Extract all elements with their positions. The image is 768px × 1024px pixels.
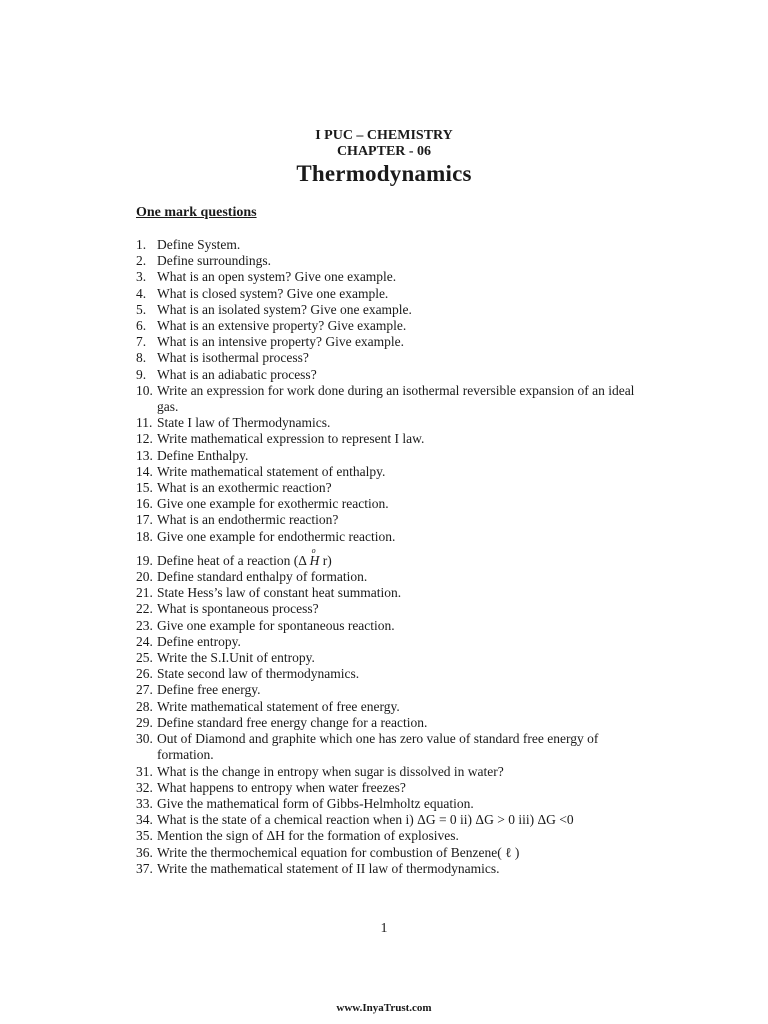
question-item xyxy=(136,415,636,431)
question-text: Give one example for spontaneous reaction. xyxy=(157,617,395,633)
question-text: State Hess’s law of constant heat summation. xyxy=(157,585,402,601)
question-number: 19. xyxy=(136,552,153,568)
question-text: What happens to entropy when water freezes? xyxy=(157,779,406,795)
question-number: 3. xyxy=(136,269,147,285)
question-item xyxy=(136,634,636,650)
question-number: 6. xyxy=(136,318,147,334)
question-item xyxy=(136,480,636,496)
question-item xyxy=(136,650,636,666)
question-item xyxy=(136,812,636,828)
question-item xyxy=(136,845,636,861)
question-number: 25. xyxy=(136,650,153,666)
question-item xyxy=(136,367,636,383)
question-text: Define entropy. xyxy=(157,633,241,649)
question-text: Write the thermochemical equation for combustion of Benzene( ℓ ) xyxy=(157,844,520,860)
question-item xyxy=(136,682,636,698)
question-item xyxy=(136,828,636,844)
question-item xyxy=(136,448,636,464)
question-list xyxy=(136,237,636,877)
question-text: Give one example for exothermic reaction. xyxy=(157,496,389,512)
question-number: 30. xyxy=(136,731,153,747)
question-text-part: r) xyxy=(319,552,332,568)
question-text xyxy=(157,545,636,569)
question-number: 15. xyxy=(136,480,153,496)
chapter-heading: CHAPTER - 06 xyxy=(336,144,432,159)
question-text: What is spontaneous process? xyxy=(157,601,319,617)
page-title: Thermodynamics xyxy=(296,161,472,186)
question-number: 29. xyxy=(136,714,153,730)
question-item xyxy=(136,512,636,528)
question-number: 2. xyxy=(136,253,147,269)
question-text: What is an adiabatic process? xyxy=(157,366,317,382)
question-number: 9. xyxy=(136,366,147,382)
question-item xyxy=(136,383,636,415)
question-number: 7. xyxy=(136,334,147,350)
question-number: 10. xyxy=(136,382,153,398)
question-item xyxy=(136,715,636,731)
question-text: What is the change in entropy when sugar is dissolved in water? xyxy=(157,763,504,779)
question-number: 33. xyxy=(136,795,153,811)
question-item xyxy=(136,334,636,350)
question-text: Write the mathematical statement of II law of thermodynamics. xyxy=(157,860,500,876)
question-item xyxy=(136,269,636,285)
question-text: Out of Diamond and graphite which one has zero value of standard free energy of formation. xyxy=(157,731,599,763)
question-text: Write mathematical statement of free energy. xyxy=(157,698,400,714)
question-text: What is closed system? Give one example. xyxy=(157,285,389,301)
question-item xyxy=(136,286,636,302)
question-item xyxy=(136,431,636,447)
question-number: 20. xyxy=(136,569,153,585)
question-text: Define surroundings. xyxy=(157,253,271,269)
question-number: 34. xyxy=(136,812,153,828)
question-text: Write mathematical statement of enthalpy. xyxy=(157,463,386,479)
question-text: State second law of thermodynamics. xyxy=(157,666,360,682)
question-number: 13. xyxy=(136,447,153,463)
question-number: 16. xyxy=(136,496,153,512)
section-heading: One mark questions xyxy=(136,205,257,220)
question-text: What is an isolated system? Give one example. xyxy=(157,301,412,317)
standard-state-superscript: o xyxy=(311,545,316,555)
question-item xyxy=(136,496,636,512)
question-number: 14. xyxy=(136,463,153,479)
question-number: 18. xyxy=(136,528,153,544)
question-number: 27. xyxy=(136,682,153,698)
question-number: 12. xyxy=(136,431,153,447)
question-number: 36. xyxy=(136,844,153,860)
question-text: Define free energy. xyxy=(157,682,261,698)
question-text: What is an extensive property? Give example. xyxy=(157,318,407,334)
question-number: 37. xyxy=(136,860,153,876)
question-item xyxy=(136,464,636,480)
question-number: 22. xyxy=(136,601,153,617)
question-item xyxy=(136,529,636,545)
question-item xyxy=(136,253,636,269)
course-heading: I PUC – CHEMISTRY xyxy=(315,128,453,143)
question-text: Define Enthalpy. xyxy=(157,447,249,463)
question-text: What is the state of a chemical reaction when i) ΔG = 0 ii) ΔG > 0 iii) ΔG <0 xyxy=(157,812,574,828)
question-number: 11. xyxy=(136,415,153,431)
question-number: 28. xyxy=(136,698,153,714)
question-number: 32. xyxy=(136,779,153,795)
question-text: Mention the sign of ΔH for the formation of explosives. xyxy=(157,828,459,844)
question-text: Define standard enthalpy of formation. xyxy=(157,569,368,585)
question-text: Give the mathematical form of Gibbs-Helmholtz equation. xyxy=(157,795,474,811)
question-text: Write an expression for work done during an isothermal reversible expansion of an ideal gas. xyxy=(157,382,635,415)
page-number: 1 xyxy=(380,921,388,936)
question-text: Define System. xyxy=(157,237,241,252)
question-item xyxy=(136,350,636,366)
question-number: 5. xyxy=(136,301,147,317)
question-item xyxy=(136,318,636,334)
question-text: What is isothermal process? xyxy=(157,350,309,366)
question-number: 31. xyxy=(136,763,153,779)
question-text: Give one example for endothermic reaction. xyxy=(157,528,396,544)
question-item xyxy=(136,601,636,617)
question-item xyxy=(136,666,636,682)
enthalpy-symbol xyxy=(309,545,320,568)
question-item xyxy=(136,861,636,877)
question-item xyxy=(136,796,636,812)
question-item xyxy=(136,699,636,715)
question-text: What is an intensive property? Give example. xyxy=(157,334,405,350)
question-item xyxy=(136,618,636,634)
question-item xyxy=(136,302,636,318)
question-text: Define standard free energy change for a reaction. xyxy=(157,714,428,730)
question-item xyxy=(136,237,636,253)
question-item xyxy=(136,731,636,763)
question-number: 21. xyxy=(136,585,153,601)
question-number: 8. xyxy=(136,350,147,366)
question-item xyxy=(136,585,636,601)
question-number: 23. xyxy=(136,617,153,633)
question-number: 35. xyxy=(136,828,153,844)
question-text-part: Define heat of a reaction (Δ xyxy=(157,552,310,568)
enthalpy-letter: H xyxy=(309,552,320,568)
question-text: What is an open system? Give one example. xyxy=(157,269,397,285)
question-text: What is an endothermic reaction? xyxy=(157,512,339,528)
question-text: Write mathematical expression to represent I law. xyxy=(157,431,425,447)
question-number: 24. xyxy=(136,633,153,649)
footer-website: www.InyaTrust.com xyxy=(336,1002,432,1014)
question-number: 17. xyxy=(136,512,153,528)
question-item xyxy=(136,764,636,780)
question-item xyxy=(136,569,636,585)
question-text: What is an exothermic reaction? xyxy=(157,480,332,496)
question-text: State I law of Thermodynamics. xyxy=(157,415,331,431)
question-number: 4. xyxy=(136,285,147,301)
question-number: 1. xyxy=(136,237,147,252)
question-number: 26. xyxy=(136,666,153,682)
question-item xyxy=(136,780,636,796)
question-text: Write the S.I.Unit of entropy. xyxy=(157,650,315,666)
question-item xyxy=(136,545,636,569)
